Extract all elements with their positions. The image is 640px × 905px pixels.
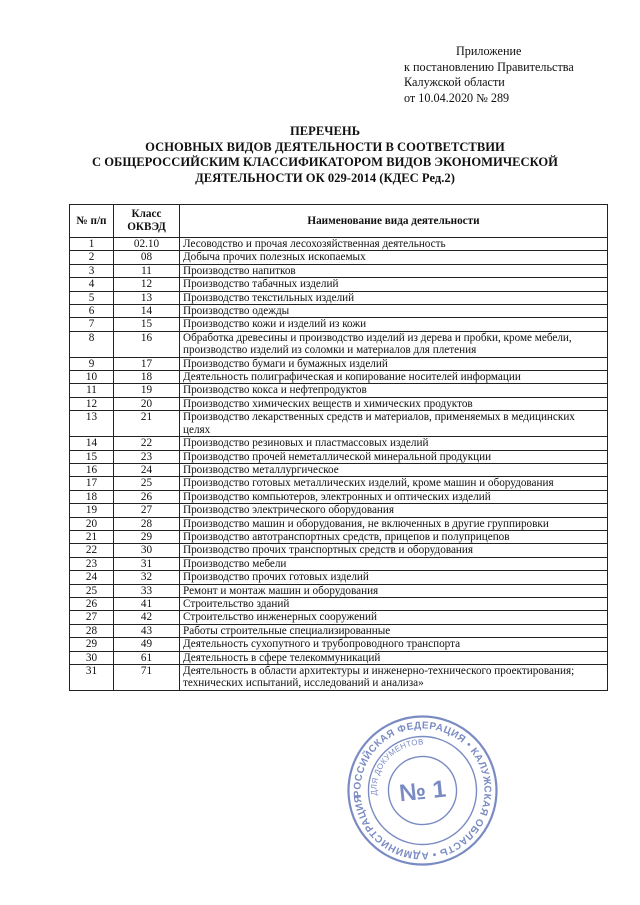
row-activity-name: Производство резиновых и пластмассовых изделий [180,437,608,450]
row-number: 5 [70,291,114,304]
row-okved-code: 24 [114,463,180,476]
row-activity-name: Производство электрического оборудования [180,504,608,517]
row-activity-name: Работы строительные специализированные [180,624,608,637]
table-row [70,450,608,463]
row-okved-code: 21 [114,411,180,437]
row-number: 6 [70,305,114,318]
row-okved-code: 16 [114,331,180,357]
appendix-date: от 10.04.2020 № 289 [404,90,510,105]
row-activity-name: Производство мебели [180,557,608,570]
row-activity-name: Производство химических веществ и химических продуктов [180,397,608,410]
row-activity-name: Производство прочих готовых изделий [180,571,608,584]
row-number: 3 [70,264,114,277]
row-okved-code: 42 [114,611,180,624]
row-number: 15 [70,450,114,463]
row-okved-code: 49 [114,638,180,651]
table-row [70,530,608,543]
row-number: 1 [70,238,114,251]
row-okved-code: 11 [114,264,180,277]
table-row [70,665,608,691]
row-activity-name: Производство одежды [180,305,608,318]
row-number: 17 [70,477,114,490]
table-row [70,331,608,357]
table-row [70,477,608,490]
row-number: 9 [70,357,114,370]
row-okved-code: 19 [114,384,180,397]
row-okved-code: 28 [114,517,180,530]
row-activity-name: Производство прочей неметаллической минеральной продукции [180,450,608,463]
stamp-number: № 1 [397,775,448,808]
appendix-resolution: к постановлению Правительства [404,59,574,74]
table-row [70,624,608,637]
table-header-row [70,205,608,238]
row-number: 29 [70,638,114,651]
row-number: 16 [70,463,114,476]
table-row [70,638,608,651]
row-activity-name: Производство табачных изделий [180,278,608,291]
title-line-2: ОСНОВНЫХ ВИДОВ ДЕЯТЕЛЬНОСТИ В СООТВЕТСТВИИ [145,139,505,154]
row-activity-name: Производство машин и оборудования, не включенных в другие группировки [180,517,608,530]
table-row [70,291,608,304]
row-okved-code: 27 [114,504,180,517]
appendix-region: Калужской области [404,75,505,89]
row-okved-code: 25 [114,477,180,490]
table-row [70,544,608,557]
row-number: 24 [70,571,114,584]
row-okved-code: 18 [114,371,180,384]
table-row [70,411,608,437]
row-activity-name: Деятельность сухопутного и трубопроводного транспорта [180,638,608,651]
row-number: 4 [70,278,114,291]
row-okved-code: 32 [114,571,180,584]
row-number: 23 [70,557,114,570]
row-okved-code: 61 [114,651,180,664]
table-row [70,517,608,530]
title-line-4: ДЕЯТЕЛЬНОСТИ ОК 029-2014 (КДЕС Ред.2) [195,170,455,185]
table-row [70,611,608,624]
row-activity-name: Деятельность полиграфическая и копирование носителей информации [180,371,608,384]
table-row [70,490,608,503]
row-activity-name: Деятельность в области архитектуры и инженерно-технического проектирования; технических испытаний, исследований и анализа» [180,665,608,691]
appendix-label: Приложение [456,44,522,58]
row-activity-name: Строительство зданий [180,597,608,610]
row-number: 28 [70,624,114,637]
row-okved-code: 17 [114,357,180,370]
row-activity-name: Лесоводство и прочая лесохозяйственная деятельность [180,238,608,251]
row-okved-code: 15 [114,318,180,331]
row-activity-name: Производство прочих транспортных средств и оборудования [180,544,608,557]
row-number: 7 [70,318,114,331]
row-okved-code: 22 [114,437,180,450]
row-okved-code: 20 [114,397,180,410]
title-line-3: С ОБЩЕРОССИЙСКИМ КЛАССИФИКАТОРОМ ВИДОВ ЭКОНОМИЧЕСКОЙ [92,155,558,169]
row-activity-name: Производство готовых металлических изделий, кроме машин и оборудования [180,477,608,490]
table-row [70,238,608,251]
row-number: 25 [70,584,114,597]
row-number: 14 [70,437,114,450]
table-row [70,397,608,410]
table-row [70,504,608,517]
row-okved-code: 41 [114,597,180,610]
row-activity-name: Производство бумаги и бумажных изделий [180,357,608,370]
header-code: Класс ОКВЭД [114,205,180,238]
table-row [70,437,608,450]
row-activity-name: Производство напитков [180,264,608,277]
row-okved-code: 26 [114,490,180,503]
row-activity-name: Производство металлургическое [180,463,608,476]
row-okved-code: 14 [114,305,180,318]
row-number: 27 [70,611,114,624]
row-okved-code: 12 [114,278,180,291]
table-row [70,571,608,584]
table-row [70,597,608,610]
stamp-ring-text: РОССИЙСКАЯ ФЕДЕРАЦИЯ • КАЛУЖСКАЯ ОБЛАСТЬ • АДМИНИСТРАЦИЯ [352,720,493,861]
table-row [70,384,608,397]
header-name: Наименование вида деятельности [180,205,608,238]
table-row [70,318,608,331]
row-activity-name: Производство текстильных изделий [180,291,608,304]
row-okved-code: 29 [114,530,180,543]
table-row [70,264,608,277]
row-number: 22 [70,544,114,557]
row-okved-code: 30 [114,544,180,557]
appendix-block [404,44,574,106]
row-okved-code: 71 [114,665,180,691]
row-number: 10 [70,371,114,384]
row-activity-name: Производство автотранспортных средств, прицепов и полуприцепов [180,530,608,543]
table-row [70,651,608,664]
table-row [70,305,608,318]
stamp-inner-text: ДЛЯ ДОКУМЕНТОВ [369,737,424,796]
table-row [70,371,608,384]
row-activity-name: Ремонт и монтаж машин и оборудования [180,584,608,597]
row-activity-name: Производство кокса и нефтепродуктов [180,384,608,397]
row-activity-name: Обработка древесины и производство изделий из дерева и пробки, кроме мебели, производство изделий из соломки и материалов для плетения [180,331,608,357]
row-number: 31 [70,665,114,691]
table-row [70,251,608,264]
title-line-1: ПЕРЕЧЕНЬ [289,124,361,138]
row-activity-name: Добыча прочих полезных ископаемых [180,251,608,264]
table-row [70,463,608,476]
row-activity-name: Деятельность в сфере телекоммуникаций [180,651,608,664]
activities-table [69,204,608,691]
table-row [70,584,608,597]
row-number: 2 [70,251,114,264]
row-okved-code: 08 [114,251,180,264]
row-okved-code: 23 [114,450,180,463]
document-title [40,124,610,186]
row-number: 18 [70,490,114,503]
row-number: 13 [70,411,114,437]
row-activity-name: Производство компьютеров, электронных и оптических изделий [180,490,608,503]
row-activity-name: Производство кожи и изделий из кожи [180,318,608,331]
row-okved-code: 43 [114,624,180,637]
row-okved-code: 02.10 [114,238,180,251]
row-okved-code: 31 [114,557,180,570]
row-number: 19 [70,504,114,517]
row-number: 12 [70,397,114,410]
row-number: 11 [70,384,114,397]
row-activity-name: Строительство инженерных сооружений [180,611,608,624]
row-number: 8 [70,331,114,357]
table-row [70,278,608,291]
row-number: 26 [70,597,114,610]
row-number: 21 [70,530,114,543]
row-number: 20 [70,517,114,530]
row-okved-code: 33 [114,584,180,597]
official-stamp [345,713,500,868]
row-number: 30 [70,651,114,664]
header-num: № п/п [70,205,114,238]
table-row [70,557,608,570]
row-activity-name: Производство лекарственных средств и материалов, применяемых в медицинских целях [180,411,608,437]
row-okved-code: 13 [114,291,180,304]
table-row [70,357,608,370]
